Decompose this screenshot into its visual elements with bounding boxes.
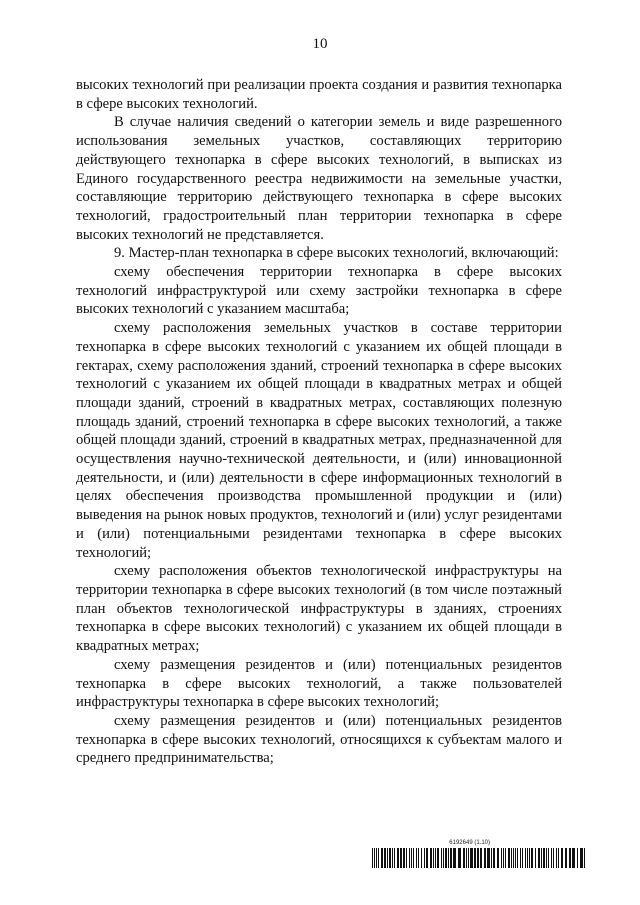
paragraph-continuation: высоких технологий при реализации проекта создания и развития технопарка в сфере высоких технологий. xyxy=(76,77,562,112)
paragraph-item-9: 9. Мастер-план технопарка в сфере высоких технологий, включающий: xyxy=(114,245,559,262)
paragraph-infrastructure-scheme: схему обеспечения территории технопарка в сфере высоких технологий инфраструктурой или схему застройки технопарка в сфере высоких технологий с указанием масштаба; xyxy=(76,264,562,318)
page-number: 10 xyxy=(312,36,328,52)
footer-barcode-block xyxy=(372,840,586,868)
paragraph-sme-residents-scheme: схему размещения резидентов и (или) потенциальных резидентов технопарка в сфере высоких технологий, относящихся к субъектам малого и среднего предпринимательства; xyxy=(76,712,562,767)
document-code: 6192649 (1.10) xyxy=(449,840,490,846)
document-body xyxy=(76,76,562,768)
barcode-image xyxy=(372,848,586,868)
paragraph-residents-scheme: схему размещения резидентов и (или) потенциальных резидентов технопарка в сфере высоких технологий, а также пользователей инфраструктуры технопарка в сфере высоких технологий; xyxy=(76,656,562,711)
paragraph-tech-objects-scheme: схему расположения объектов технологической инфраструктуры на территории технопарка в сфере высоких технологий (в том числе поэтажный план объектов технологической инфраструктуры в зданиях, строениях технопарка в сфере высоких технологий) с указанием их общей площади в квадратных метрах; xyxy=(76,563,562,655)
paragraph-land-category: В случае наличия сведений о категории земель и виде разрешенного использования земельных участков, составляющих территорию действующего технопарка в сфере высоких технологий, в выписках из Единого государственного реестра недвижимости на земельные участки, составляющие территорию действующего технопарка в сфере высоких технологий, градостроительный план территории технопарка в сфере высоких технологий не представляется. xyxy=(76,114,562,243)
paragraph-land-plots-scheme: схему расположения земельных участков в составе территории технопарка в сфере высоких технологий с указанием их общей площади в гектарах, схему расположения зданий, строений технопарка в сфере высоких технологий с указанием их общей площади в квадратных метрах и общей площади зданий, строений в квадратных метрах, составляющих полезную площадь зданий, строений технопарка в сфере высоких технологий, а также общей площади зданий, строений в квадратных метрах, предназначенной для осуществления научно-технической деятельности, и (или) инновационной деятельности, и (или) деятельности в сфере информационных технологий в целях обеспечения производства промышленной продукции и (или) выведения на рынок новых продуктов, технологий и (или) услуг резидентами и (или) потенциальными резидентами технопарка в сфере высоких технологий; xyxy=(76,320,562,561)
